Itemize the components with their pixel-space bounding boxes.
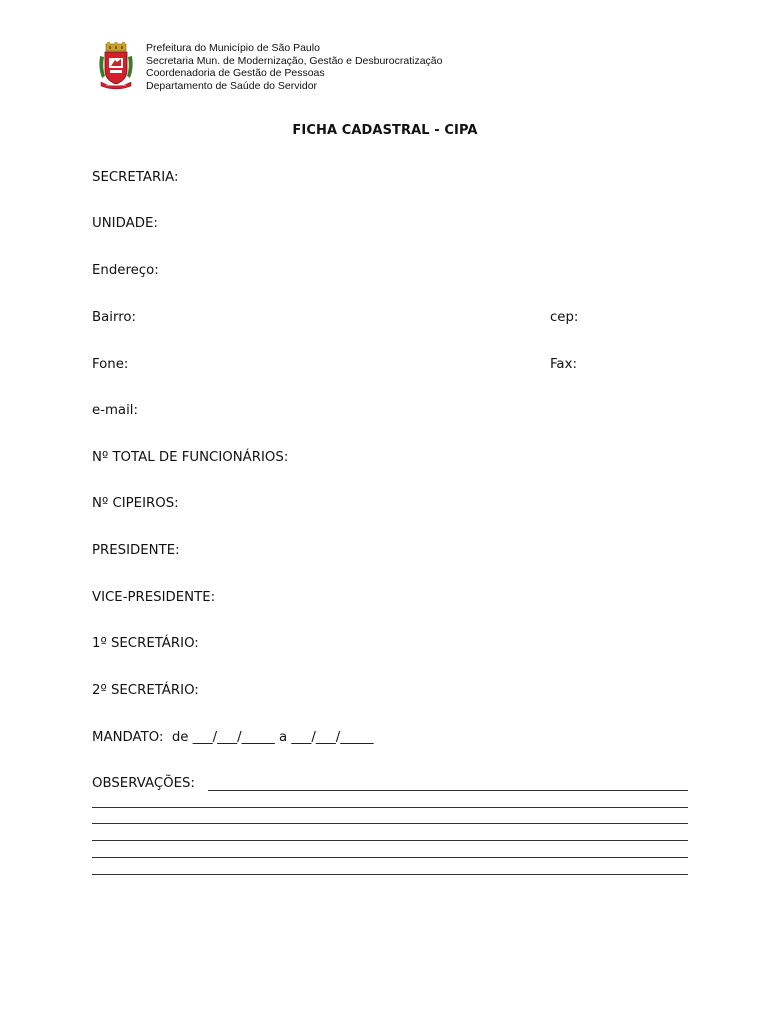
observacoes-line <box>92 874 688 875</box>
field-vice-presidente-label: VICE-PRESIDENTE: <box>92 590 216 605</box>
observacoes-line <box>92 840 688 841</box>
observacoes-line <box>92 823 688 824</box>
field-secretario-2-label: 2º SECRETÁRIO: <box>92 683 199 698</box>
header-line-prefeitura: Prefeitura do Município de São Paulo <box>146 42 320 54</box>
field-cipeiros-label: Nº CIPEIROS: <box>92 496 179 511</box>
observacoes-line <box>208 790 688 791</box>
document-header <box>98 42 443 92</box>
header-line-coordenadoria: Coordenadoria de Gestão de Pessoas <box>146 67 325 80</box>
observacoes-line <box>92 857 688 858</box>
page-title: FICHA CADASTRAL - CIPA <box>292 123 478 138</box>
header-line-departamento: Departamento de Saúde do Servidor <box>146 79 318 92</box>
header-line-secretaria: Secretaria Mun. de Modernização, Gestão e Desburocratização <box>146 54 443 67</box>
field-total-funcionarios-label: Nº TOTAL DE FUNCIONÁRIOS: <box>92 450 289 465</box>
field-unidade-label: UNIDADE: <box>92 216 158 231</box>
field-email-label: e-mail: <box>92 403 138 418</box>
field-presidente-label: PRESIDENTE: <box>92 543 180 558</box>
field-secretario-1-label: 1º SECRETÁRIO: <box>92 636 199 651</box>
field-secretaria-label: SECRETARIA: <box>92 170 179 185</box>
field-observacoes-label: OBSERVAÇÕES: <box>92 776 195 791</box>
field-endereco-label: Endereço: <box>92 263 159 278</box>
field-mandato-label: MANDATO: de ___/___/_____ a ___/___/_____ <box>92 730 374 745</box>
field-fone-label: Fone: <box>92 357 129 372</box>
field-cep-label: cep: <box>550 310 579 325</box>
field-fax-label: Fax: <box>550 357 577 372</box>
field-bairro-label: Bairro: <box>92 310 136 325</box>
sao-paulo-coat-of-arms-icon <box>98 42 134 90</box>
observacoes-line <box>92 807 688 808</box>
header-text-block <box>146 42 443 92</box>
